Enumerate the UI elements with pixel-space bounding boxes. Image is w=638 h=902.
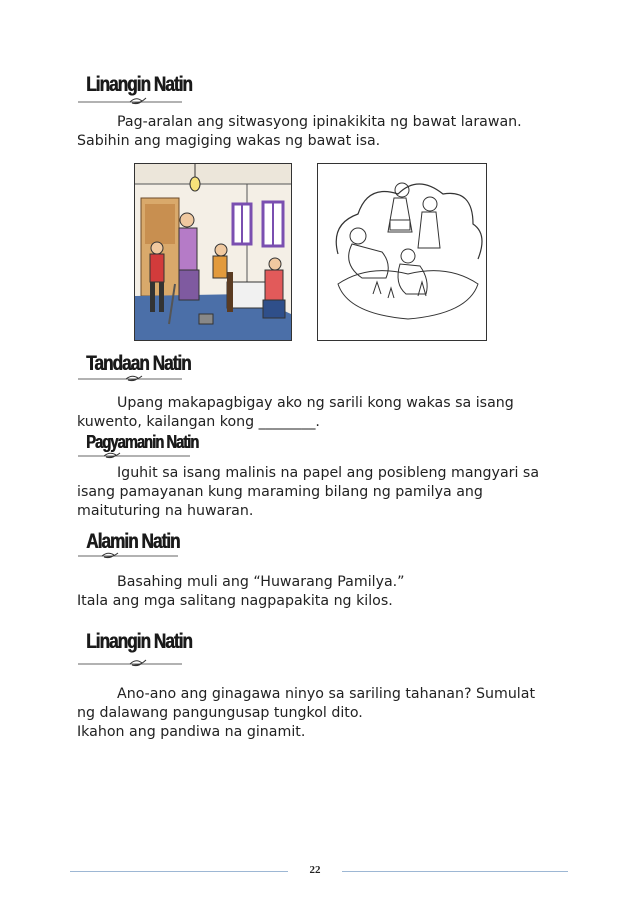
instruction-paragraph-4	[77, 573, 577, 611]
page-number: 22	[309, 864, 321, 876]
instruction-paragraph-3	[77, 464, 577, 521]
paragraph-line: Iguhit sa isang malinis na papel ang posibleng mangyari sa	[117, 465, 540, 481]
instruction-paragraph-1	[77, 113, 577, 151]
section-heading-linangin-1	[78, 73, 192, 109]
footer-rule-right	[342, 871, 568, 872]
section-heading-alamin	[78, 530, 188, 566]
heading-text: Tandaan Natin	[86, 352, 191, 375]
instruction-paragraph-5	[77, 685, 577, 742]
paragraph-line: ng dalawang pangungusap tungkol dito.	[77, 705, 363, 721]
illustration-children-gardening	[317, 163, 487, 341]
heading-text: Linangin Natin	[86, 630, 192, 653]
illustration-family-room	[134, 163, 292, 341]
paragraph-line: Ano-ano ang ginagawa ninyo sa sariling tahanan? Sumulat	[117, 686, 536, 702]
paragraph-line: Itala ang mga salitang nagpapakita ng kilos.	[77, 593, 393, 609]
section-heading-pagyamanin	[78, 432, 198, 468]
paragraph-line: Basahing muli ang “Huwarang Pamilya.”	[117, 574, 405, 590]
section-heading-tandaan	[78, 352, 191, 388]
paragraph-line: isang pamayanan kung maraming bilang ng pamilya ang	[77, 484, 483, 500]
paragraph-line: Ikahon ang pandiwa na ginamit.	[77, 724, 306, 740]
heading-text: Alamin Natin	[86, 530, 180, 553]
footer-rule-left	[70, 871, 288, 872]
heading-text: Pagyamanin Natin	[86, 432, 199, 452]
paragraph-line: Sabihin ang magiging wakas ng bawat isa.	[77, 133, 381, 149]
instruction-paragraph-2	[77, 394, 577, 432]
paragraph-line: maituturing na huwaran.	[77, 503, 254, 519]
paragraph-line: kuwento, kailangan kong ________.	[77, 414, 320, 430]
paragraph-line: Pag-aralan ang sitwasyong ipinakikita ng bawat larawan.	[117, 114, 522, 130]
heading-text: Linangin Natin	[86, 73, 192, 96]
section-heading-linangin-2	[78, 630, 192, 666]
paragraph-line: Upang makapagbigay ako ng sarili kong wakas sa isang	[117, 395, 514, 411]
